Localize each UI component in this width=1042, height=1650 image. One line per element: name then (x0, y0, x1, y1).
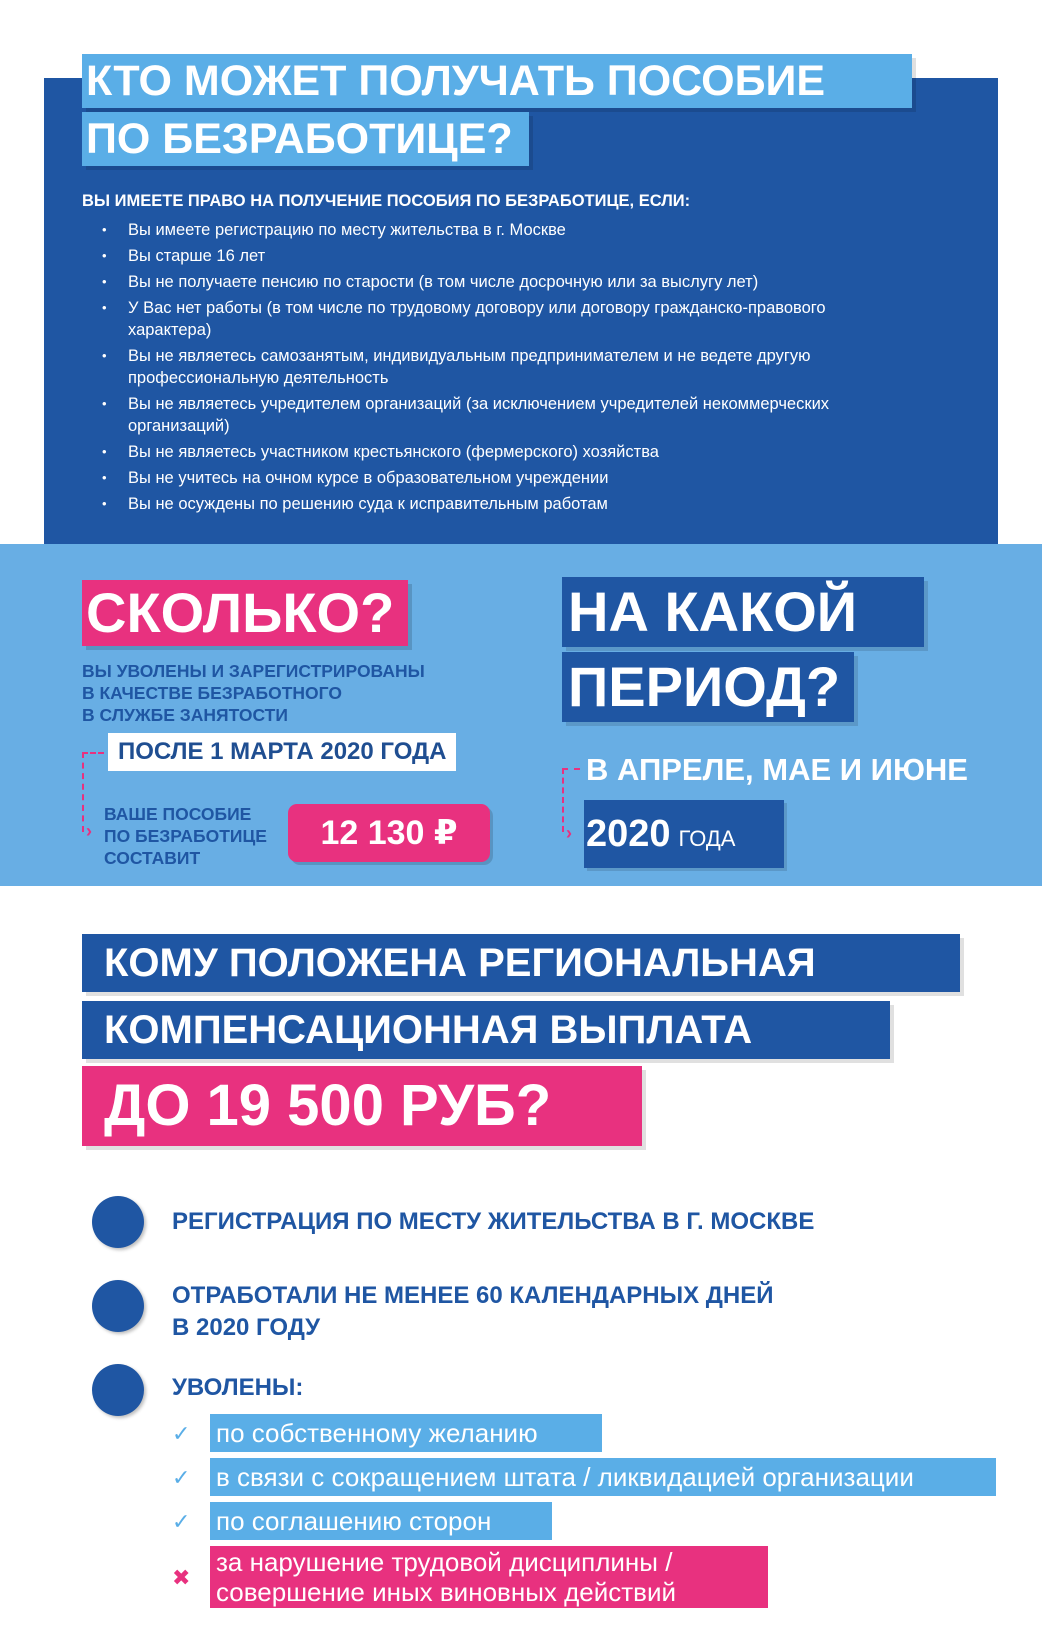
compensation-amount-header: ДО 19 500 РУБ? (82, 1066, 642, 1146)
dismissal-reason: по собственному желанию (210, 1414, 602, 1452)
cross-icon: ✖ (172, 1565, 191, 1590)
condition-text (82, 660, 482, 726)
list-item: • У Вас нет работы (в том числе по трудовому договору или договору гражданско-правового характера) (102, 297, 902, 341)
excluded-dismissal-reason (210, 1546, 768, 1608)
benefit-label-line: СОСТАВИТ (104, 848, 201, 868)
period-year-box (584, 800, 784, 868)
benefit-label-line: ПО БЕЗРАБОТИЦЕ (104, 826, 267, 846)
list-item: • Вы не являетесь самозанятым, индивидуальным предпринимателем и не ведете другую профессиональную деятельность (102, 345, 902, 389)
period-year-word: ГОДА (678, 826, 736, 851)
eligibility-intro: ВЫ ИМЕЕТЕ ПРАВО НА ПОЛУЧЕНИЕ ПОСОБИЯ ПО БЕЗРАБОТИЦЕ, ЕСЛИ: (82, 192, 691, 210)
bullet-circle-icon (92, 1196, 144, 1248)
excluded-reason-line: совершение иных виновных действий (216, 1577, 677, 1607)
list-item: • Вы имеете регистрацию по месту жительства в г. Москве (102, 219, 902, 241)
dismissal-reason: по соглашению сторон (210, 1502, 552, 1540)
dismissal-reason: в связи с сокращением штата / ликвидацией организации (210, 1458, 996, 1496)
arrow-right-icon: › (86, 821, 92, 841)
dashed-connector (562, 768, 564, 832)
bullet-circle-icon (92, 1364, 144, 1416)
period-title-line2: ПЕРИОД? (562, 652, 854, 722)
eligibility-title-line1: КТО МОЖЕТ ПОЛУЧАТЬ ПОСОБИЕ (82, 54, 912, 108)
list-item: • Вы не учитесь на очном курсе в образовательном учреждении (102, 467, 902, 489)
check-icon: ✓ (172, 1421, 191, 1446)
dashed-connector (82, 752, 84, 832)
period-title-line1: НА КАКОЙ (562, 577, 924, 647)
after-date-label: ПОСЛЕ 1 МАРТА 2020 ГОДА (108, 733, 456, 771)
compensation-header-line2: КОМПЕНСАЦИОННАЯ ВЫПЛАТА (82, 1001, 890, 1059)
check-icon: ✓ (172, 1509, 191, 1534)
excluded-reason-line: за нарушение трудовой дисциплины / (216, 1547, 673, 1577)
eligibility-list (102, 219, 902, 519)
requirement-registration: РЕГИСТРАЦИЯ ПО МЕСТУ ЖИТЕЛЬСТВА В Г. МОСКВЕ (172, 1208, 815, 1235)
period-year: 2020 (586, 813, 671, 855)
benefit-amount-badge: 12 130 ₽ (288, 804, 490, 862)
condition-line: В СЛУЖБЕ ЗАНЯТОСТИ (82, 705, 288, 725)
requirement-line: ОТРАБОТАЛИ НЕ МЕНЕЕ 60 КАЛЕНДАРНЫХ ДНЕЙ (172, 1282, 774, 1309)
how-much-title: СКОЛЬКО? (82, 580, 408, 646)
benefit-label-line: ВАШЕ ПОСОБИЕ (104, 804, 252, 824)
list-item: • Вы не являетесь учредителем организаций (за исключением учредителей некоммерческих организаций) (102, 393, 902, 437)
condition-line: ВЫ УВОЛЕНЫ И ЗАРЕГИСТРИРОВАНЫ (82, 661, 425, 681)
eligibility-title-line2: ПО БЕЗРАБОТИЦЕ? (82, 112, 529, 166)
compensation-header-line1: КОМУ ПОЛОЖЕНА РЕГИОНАЛЬНАЯ (82, 934, 960, 992)
period-months: В АПРЕЛЕ, МАЕ И ИЮНЕ (586, 752, 968, 787)
dashed-connector (82, 752, 104, 754)
arrow-right-icon: › (566, 823, 572, 843)
requirement-work-days (172, 1280, 773, 1344)
list-item: • Вы не осуждены по решению суда к исправительным работам (102, 493, 902, 515)
bullet-circle-icon (92, 1280, 144, 1332)
dashed-connector (562, 768, 580, 770)
requirement-line: В 2020 ГОДУ (172, 1314, 321, 1341)
requirement-dismissed: УВОЛЕНЫ: (172, 1374, 304, 1401)
check-icon: ✓ (172, 1465, 191, 1490)
condition-line: В КАЧЕСТВЕ БЕЗРАБОТНОГО (82, 683, 342, 703)
list-item: • Вы старше 16 лет (102, 245, 902, 267)
benefit-label (104, 803, 267, 869)
list-item: • Вы не являетесь участником крестьянского (фермерского) хозяйства (102, 441, 902, 463)
list-item: • Вы не получаете пенсию по старости (в том числе досрочную или за выслугу лет) (102, 271, 902, 293)
